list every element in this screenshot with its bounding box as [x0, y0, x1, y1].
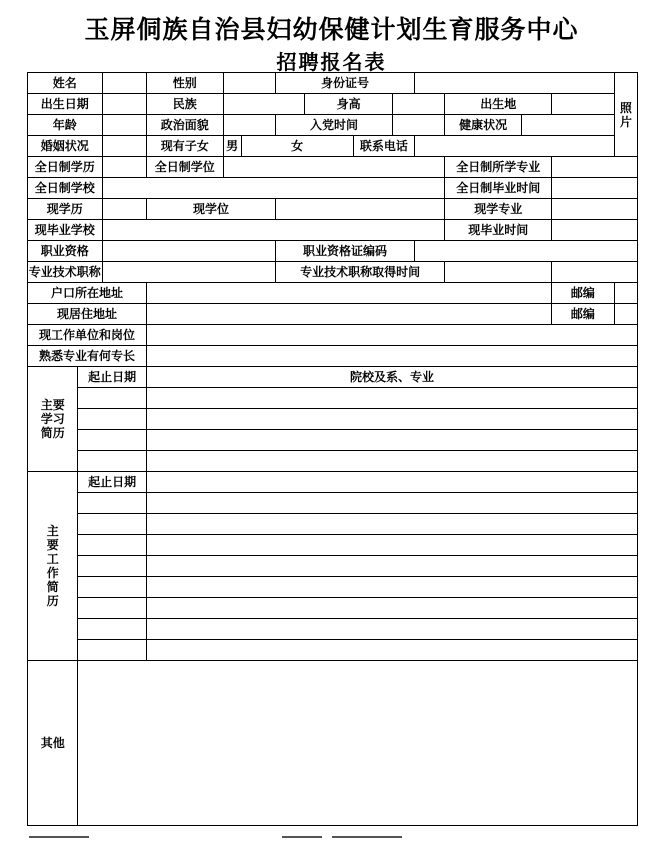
other-field[interactable]	[78, 661, 638, 826]
cur-grad-date-label: 现毕业时间	[445, 220, 552, 241]
work-date-header: 起止日期	[78, 472, 147, 493]
work-detail-cell[interactable]	[146, 535, 637, 556]
study-school-cell[interactable]	[146, 451, 637, 472]
ft-major-label: 全日制所学专业	[445, 157, 552, 178]
party-join-date-field[interactable]	[392, 115, 444, 136]
height-field[interactable]	[392, 94, 444, 115]
id-number-label: 身份证号	[275, 73, 414, 94]
hukou-address-field[interactable]	[146, 283, 551, 304]
children-male-label: 男	[223, 136, 241, 157]
specialty-field[interactable]	[146, 346, 637, 367]
cur-education-label: 现学历	[28, 199, 103, 220]
current-employer-label: 现工作单位和岗位	[28, 325, 147, 346]
current-employer-field[interactable]	[146, 325, 637, 346]
photo-box[interactable]	[614, 73, 637, 157]
study-date-cell[interactable]	[78, 430, 147, 451]
work-detail-cell[interactable]	[146, 598, 637, 619]
work-detail-cell[interactable]	[146, 493, 637, 514]
cur-major-label: 现学专业	[445, 199, 552, 220]
work-detail-cell[interactable]	[146, 577, 637, 598]
id-number-field[interactable]	[415, 73, 615, 94]
specialty-label: 熟悉专业有何专长	[28, 346, 147, 367]
work-date-cell[interactable]	[78, 556, 147, 577]
party-join-date-label: 入党时间	[275, 115, 392, 136]
birth-date-label: 出生日期	[28, 94, 103, 115]
birth-date-field[interactable]	[102, 94, 146, 115]
ft-grad-date-field[interactable]	[552, 178, 638, 199]
contact-phone-label: 联系电话	[353, 136, 415, 157]
work-date-cell[interactable]	[78, 619, 147, 640]
work-detail-header[interactable]	[146, 472, 637, 493]
study-date-cell[interactable]	[78, 409, 147, 430]
ethnicity-label: 民族	[146, 94, 223, 115]
cur-school-label: 现毕业学校	[28, 220, 103, 241]
marital-status-field[interactable]	[102, 136, 146, 157]
height-label: 身高	[305, 94, 393, 115]
health-status-field[interactable]	[521, 115, 614, 136]
ft-education-label: 全日制学历	[28, 157, 103, 178]
study-date-cell[interactable]	[78, 451, 147, 472]
age-field[interactable]	[102, 115, 146, 136]
political-status-field[interactable]	[223, 115, 275, 136]
photo-label-2: 片	[619, 114, 632, 129]
study-school-cell[interactable]	[146, 388, 637, 409]
cur-degree-field[interactable]	[275, 199, 444, 220]
registration-form-table	[27, 72, 638, 826]
work-date-cell[interactable]	[78, 493, 147, 514]
birthplace-label: 出生地	[445, 94, 552, 115]
prof-title-extra-field[interactable]	[552, 262, 638, 283]
ft-major-field[interactable]	[552, 157, 638, 178]
ft-school-field[interactable]	[102, 178, 445, 199]
political-status-label: 政治面貌	[146, 115, 223, 136]
study-date-cell[interactable]	[78, 388, 147, 409]
vocational-cert-no-label: 职业资格证编码	[275, 241, 414, 262]
prof-title-date-label: 专业技术职称取得时间	[275, 262, 444, 283]
ethnicity-field[interactable]	[223, 94, 305, 115]
study-school-cell[interactable]	[146, 409, 637, 430]
work-date-cell[interactable]	[78, 535, 147, 556]
birthplace-field[interactable]	[552, 94, 614, 115]
ft-degree-field[interactable]	[223, 157, 445, 178]
children-female-label: 女	[241, 136, 353, 157]
other-label: 其他	[28, 661, 78, 826]
hukou-address-label: 户口所在地址	[28, 283, 147, 304]
form-title: 玉屏侗族自治县妇幼保健计划生育服务中心	[84, 15, 579, 44]
prof-title-date-field[interactable]	[445, 262, 552, 283]
form-subtitle: 招聘报名表	[276, 50, 387, 74]
work-detail-cell[interactable]	[146, 556, 637, 577]
current-postcode-label: 邮编	[552, 304, 614, 325]
marital-status-label: 婚姻状况	[28, 136, 103, 157]
prof-title-field[interactable]	[102, 262, 275, 283]
work-detail-cell[interactable]	[146, 640, 637, 661]
gender-field[interactable]	[223, 73, 275, 94]
cur-grad-date-field[interactable]	[552, 220, 638, 241]
current-address-field[interactable]	[146, 304, 551, 325]
work-date-cell[interactable]	[78, 577, 147, 598]
study-school-header: 院校及系、专业	[146, 367, 637, 388]
cur-major-field[interactable]	[552, 199, 638, 220]
vocational-qual-label: 职业资格	[28, 241, 103, 262]
ft-education-field[interactable]	[102, 157, 146, 178]
study-school-cell[interactable]	[146, 430, 637, 451]
work-detail-cell[interactable]	[146, 514, 637, 535]
name-label: 姓名	[28, 73, 103, 94]
ft-grad-date-label: 全日制毕业时间	[445, 178, 552, 199]
cur-degree-label: 现学位	[146, 199, 275, 220]
work-detail-cell[interactable]	[146, 619, 637, 640]
vocational-cert-no-field[interactable]	[415, 241, 638, 262]
cropped-footer-text	[27, 836, 638, 842]
work-history-label: 主要工作简历	[28, 472, 78, 661]
children-label: 现有子女	[146, 136, 223, 157]
name-field[interactable]	[102, 73, 146, 94]
cur-education-field[interactable]	[102, 199, 146, 220]
age-label: 年龄	[28, 115, 103, 136]
work-date-cell[interactable]	[78, 514, 147, 535]
hukou-postcode-label: 邮编	[552, 283, 614, 304]
vocational-qual-field[interactable]	[102, 241, 275, 262]
ft-school-label: 全日制学校	[28, 178, 103, 199]
study-history-label: 主要学习简历	[28, 367, 78, 472]
prof-title-label: 专业技术职称	[28, 262, 103, 283]
work-date-cell[interactable]	[78, 640, 147, 661]
photo-label-1: 照	[619, 100, 632, 115]
health-status-label: 健康状况	[445, 115, 522, 136]
hukou-postcode-field[interactable]	[614, 283, 637, 304]
study-date-header: 起止日期	[78, 367, 147, 388]
current-postcode-field[interactable]	[614, 304, 637, 325]
ft-degree-label: 全日制学位	[146, 157, 223, 178]
current-address-label: 现居住地址	[28, 304, 147, 325]
work-date-cell[interactable]	[78, 598, 147, 619]
gender-label: 性别	[146, 73, 223, 94]
contact-phone-field[interactable]	[415, 136, 615, 157]
cur-school-field[interactable]	[102, 220, 445, 241]
